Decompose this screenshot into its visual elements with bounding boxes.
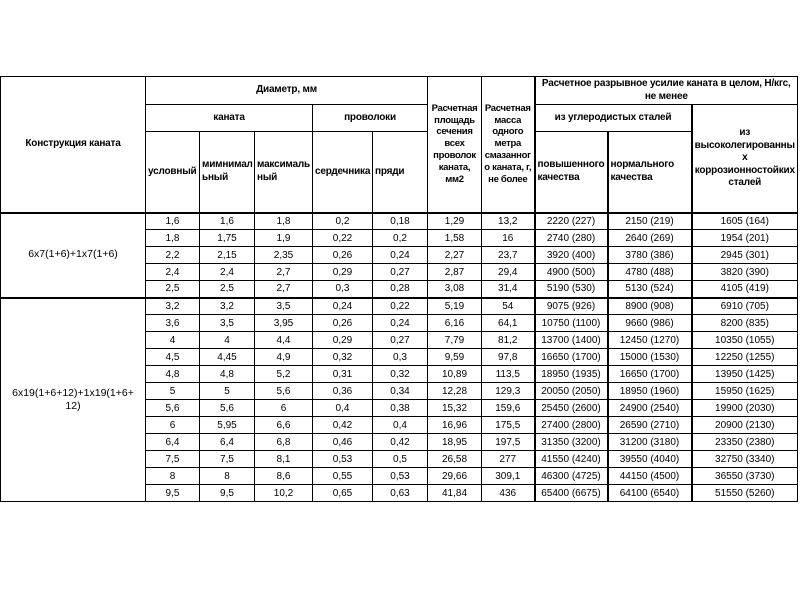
data-cell: 4	[146, 332, 200, 349]
data-cell: 29,4	[482, 264, 535, 281]
data-cell: 3920 (400)	[535, 247, 608, 264]
data-cell: 20900 (2130)	[692, 417, 798, 434]
data-cell: 18950 (1960)	[608, 383, 692, 400]
data-cell: 8,6	[255, 468, 313, 485]
data-cell: 0,22	[313, 230, 373, 247]
data-cell: 0,65	[313, 485, 373, 502]
data-cell: 6,16	[428, 315, 482, 332]
data-cell: 0,55	[313, 468, 373, 485]
data-cell: 9,59	[428, 349, 482, 366]
data-cell: 0,36	[313, 383, 373, 400]
data-cell: 36550 (3730)	[692, 468, 798, 485]
data-cell: 18,95	[428, 434, 482, 451]
data-cell: 2,5	[200, 281, 255, 298]
data-cell: 0,27	[373, 264, 428, 281]
data-cell: 41550 (4240)	[535, 451, 608, 468]
data-cell: 6,4	[200, 434, 255, 451]
data-cell: 1,8	[255, 213, 313, 230]
data-cell: 19900 (2030)	[692, 400, 798, 417]
data-cell: 2,4	[200, 264, 255, 281]
data-cell: 5	[200, 383, 255, 400]
data-cell: 10,89	[428, 366, 482, 383]
data-cell: 1,6	[200, 213, 255, 230]
data-cell: 10350 (1055)	[692, 332, 798, 349]
data-cell: 0,4	[313, 400, 373, 417]
header-carbon-steel: из углеродистых сталей	[535, 105, 692, 132]
data-cell: 23350 (2380)	[692, 434, 798, 451]
data-cell: 159,6	[482, 400, 535, 417]
data-cell: 6,8	[255, 434, 313, 451]
data-cell: 4,8	[146, 366, 200, 383]
data-cell: 4	[200, 332, 255, 349]
header-alloy-steel: из высоколегированных коррозионностойких сталей	[692, 105, 798, 213]
data-cell: 175,5	[482, 417, 535, 434]
data-cell: 41,84	[428, 485, 482, 502]
data-cell: 10750 (1100)	[535, 315, 608, 332]
data-cell: 4,5	[146, 349, 200, 366]
data-cell: 9075 (926)	[535, 298, 608, 315]
data-cell: 2,4	[146, 264, 200, 281]
data-cell: 9660 (986)	[608, 315, 692, 332]
data-cell: 26,58	[428, 451, 482, 468]
data-cell: 4,8	[200, 366, 255, 383]
data-cell: 197,5	[482, 434, 535, 451]
data-cell: 1,6	[146, 213, 200, 230]
data-cell: 65400 (6675)	[535, 485, 608, 502]
data-cell: 64,1	[482, 315, 535, 332]
rope-specifications-table	[0, 76, 798, 502]
header-rope: каната	[146, 105, 313, 132]
data-cell: 5,95	[200, 417, 255, 434]
data-cell: 6,4	[146, 434, 200, 451]
table-row	[1, 213, 798, 230]
data-cell: 0,34	[373, 383, 428, 400]
data-cell: 13,2	[482, 213, 535, 230]
data-cell: 8900 (908)	[608, 298, 692, 315]
data-cell: 18950 (1935)	[535, 366, 608, 383]
construction-label: 6x7(1+6)+1x7(1+6)	[1, 213, 146, 298]
data-cell: 0,2	[373, 230, 428, 247]
data-cell: 0,5	[373, 451, 428, 468]
data-cell: 2,27	[428, 247, 482, 264]
data-cell: 4900 (500)	[535, 264, 608, 281]
data-cell: 113,5	[482, 366, 535, 383]
data-cell: 5	[146, 383, 200, 400]
header-sectional-area: Расчетная площадь сечения всех проволок каната, мм2	[428, 77, 482, 213]
data-cell: 1,9	[255, 230, 313, 247]
data-cell: 54	[482, 298, 535, 315]
data-cell: 2945 (301)	[692, 247, 798, 264]
data-cell: 0,2	[313, 213, 373, 230]
header-mass-per-meter: Расчетная масса одного метра смазанного каната, г, не более	[482, 77, 535, 213]
data-cell: 15,32	[428, 400, 482, 417]
header-diameter: Диаметр, мм	[146, 77, 428, 105]
data-cell: 0,42	[313, 417, 373, 434]
data-cell: 15000 (1530)	[608, 349, 692, 366]
data-cell: 32750 (3340)	[692, 451, 798, 468]
data-cell: 2,87	[428, 264, 482, 281]
header-row-1	[1, 77, 798, 105]
data-cell: 309,1	[482, 468, 535, 485]
data-cell: 4,9	[255, 349, 313, 366]
data-cell: 12450 (1270)	[608, 332, 692, 349]
header-wire: проволоки	[313, 105, 428, 132]
data-cell: 0,22	[373, 298, 428, 315]
header-breaking-force: Расчетное разрывное усилие каната в целом, Н/кгс, не менее	[535, 77, 798, 105]
data-cell: 10,2	[255, 485, 313, 502]
data-cell: 0,24	[313, 298, 373, 315]
data-cell: 1605 (164)	[692, 213, 798, 230]
data-cell: 26590 (2710)	[608, 417, 692, 434]
data-cell: 16,96	[428, 417, 482, 434]
data-cell: 2,2	[146, 247, 200, 264]
data-cell: 3,2	[200, 298, 255, 315]
data-cell: 0,28	[373, 281, 428, 298]
data-cell: 6	[146, 417, 200, 434]
data-cell: 12,28	[428, 383, 482, 400]
data-cell: 1,58	[428, 230, 482, 247]
data-cell: 0,31	[313, 366, 373, 383]
data-cell: 2,15	[200, 247, 255, 264]
data-cell: 97,8	[482, 349, 535, 366]
construction-label: 6x19(1+6+12)+1x19(1+6+12)	[1, 298, 146, 502]
data-cell: 6,6	[255, 417, 313, 434]
table-body	[1, 213, 798, 502]
data-cell: 1954 (201)	[692, 230, 798, 247]
data-cell: 436	[482, 485, 535, 502]
data-cell: 24900 (2540)	[608, 400, 692, 417]
data-cell: 81,2	[482, 332, 535, 349]
data-cell: 25450 (2600)	[535, 400, 608, 417]
data-cell: 27400 (2800)	[535, 417, 608, 434]
data-cell: 0,53	[373, 468, 428, 485]
data-cell: 0,26	[313, 315, 373, 332]
data-cell: 8	[146, 468, 200, 485]
data-cell: 13700 (1400)	[535, 332, 608, 349]
data-cell: 0,32	[373, 366, 428, 383]
data-cell: 7,79	[428, 332, 482, 349]
data-cell: 0,26	[313, 247, 373, 264]
data-cell: 9,5	[200, 485, 255, 502]
header-normal-quality: нормального качества	[608, 132, 692, 213]
data-cell: 3,5	[200, 315, 255, 332]
data-cell: 31,4	[482, 281, 535, 298]
data-cell: 0,3	[373, 349, 428, 366]
data-cell: 0,53	[313, 451, 373, 468]
data-cell: 5130 (524)	[608, 281, 692, 298]
data-cell: 44150 (4500)	[608, 468, 692, 485]
data-cell: 2640 (269)	[608, 230, 692, 247]
data-cell: 5190 (530)	[535, 281, 608, 298]
data-cell: 2150 (219)	[608, 213, 692, 230]
data-cell: 277	[482, 451, 535, 468]
data-cell: 6910 (705)	[692, 298, 798, 315]
data-cell: 31350 (3200)	[535, 434, 608, 451]
data-cell: 5,2	[255, 366, 313, 383]
header-minimal-diameter: мимнимальный	[200, 132, 255, 213]
data-cell: 51550 (5260)	[692, 485, 798, 502]
table-row	[1, 298, 798, 315]
data-cell: 20050 (2050)	[535, 383, 608, 400]
data-cell: 3820 (390)	[692, 264, 798, 281]
header-maximal-diameter: максимальный	[255, 132, 313, 213]
data-cell: 4,45	[200, 349, 255, 366]
data-cell: 2220 (227)	[535, 213, 608, 230]
data-cell: 1,75	[200, 230, 255, 247]
data-cell: 8200 (835)	[692, 315, 798, 332]
data-cell: 5,6	[255, 383, 313, 400]
data-cell: 0,24	[373, 247, 428, 264]
header-strand-wire: пряди	[373, 132, 428, 213]
data-cell: 0,18	[373, 213, 428, 230]
data-cell: 12250 (1255)	[692, 349, 798, 366]
data-cell: 16650 (1700)	[535, 349, 608, 366]
data-cell: 3,2	[146, 298, 200, 315]
data-cell: 129,3	[482, 383, 535, 400]
data-cell: 0,24	[373, 315, 428, 332]
data-cell: 64100 (6540)	[608, 485, 692, 502]
data-cell: 3,5	[255, 298, 313, 315]
data-cell: 2740 (280)	[535, 230, 608, 247]
data-cell: 4,4	[255, 332, 313, 349]
header-premium-quality: повышенного качества	[535, 132, 608, 213]
data-cell: 2,35	[255, 247, 313, 264]
data-cell: 0,32	[313, 349, 373, 366]
data-cell: 16650 (1700)	[608, 366, 692, 383]
header-core-wire: сердечника	[313, 132, 373, 213]
header-construction: Конструкция каната	[1, 77, 146, 213]
data-cell: 2,7	[255, 264, 313, 281]
data-cell: 5,6	[200, 400, 255, 417]
data-cell: 3780 (386)	[608, 247, 692, 264]
data-cell: 0,63	[373, 485, 428, 502]
data-cell: 8	[200, 468, 255, 485]
data-cell: 9,5	[146, 485, 200, 502]
data-cell: 3,6	[146, 315, 200, 332]
data-cell: 15950 (1625)	[692, 383, 798, 400]
data-cell: 5,19	[428, 298, 482, 315]
data-cell: 0,4	[373, 417, 428, 434]
data-cell: 4780 (488)	[608, 264, 692, 281]
data-cell: 6	[255, 400, 313, 417]
data-cell: 0,27	[373, 332, 428, 349]
data-cell: 0,38	[373, 400, 428, 417]
data-cell: 16	[482, 230, 535, 247]
data-cell: 5,6	[146, 400, 200, 417]
data-cell: 0,46	[313, 434, 373, 451]
data-cell: 7,5	[146, 451, 200, 468]
data-cell: 3,08	[428, 281, 482, 298]
data-cell: 0,29	[313, 264, 373, 281]
data-cell: 23,7	[482, 247, 535, 264]
data-cell: 4105 (419)	[692, 281, 798, 298]
data-cell: 3,95	[255, 315, 313, 332]
data-cell: 31200 (3180)	[608, 434, 692, 451]
data-cell: 46300 (4725)	[535, 468, 608, 485]
data-cell: 7,5	[200, 451, 255, 468]
data-cell: 1,8	[146, 230, 200, 247]
data-cell: 8,1	[255, 451, 313, 468]
data-cell: 39550 (4040)	[608, 451, 692, 468]
data-cell: 13950 (1425)	[692, 366, 798, 383]
data-cell: 2,5	[146, 281, 200, 298]
header-nominal-diameter: условный	[146, 132, 200, 213]
data-cell: 0,29	[313, 332, 373, 349]
data-cell: 0,3	[313, 281, 373, 298]
data-cell: 2,7	[255, 281, 313, 298]
data-cell: 29,66	[428, 468, 482, 485]
table-header	[1, 77, 798, 213]
data-cell: 0,42	[373, 434, 428, 451]
data-cell: 1,29	[428, 213, 482, 230]
